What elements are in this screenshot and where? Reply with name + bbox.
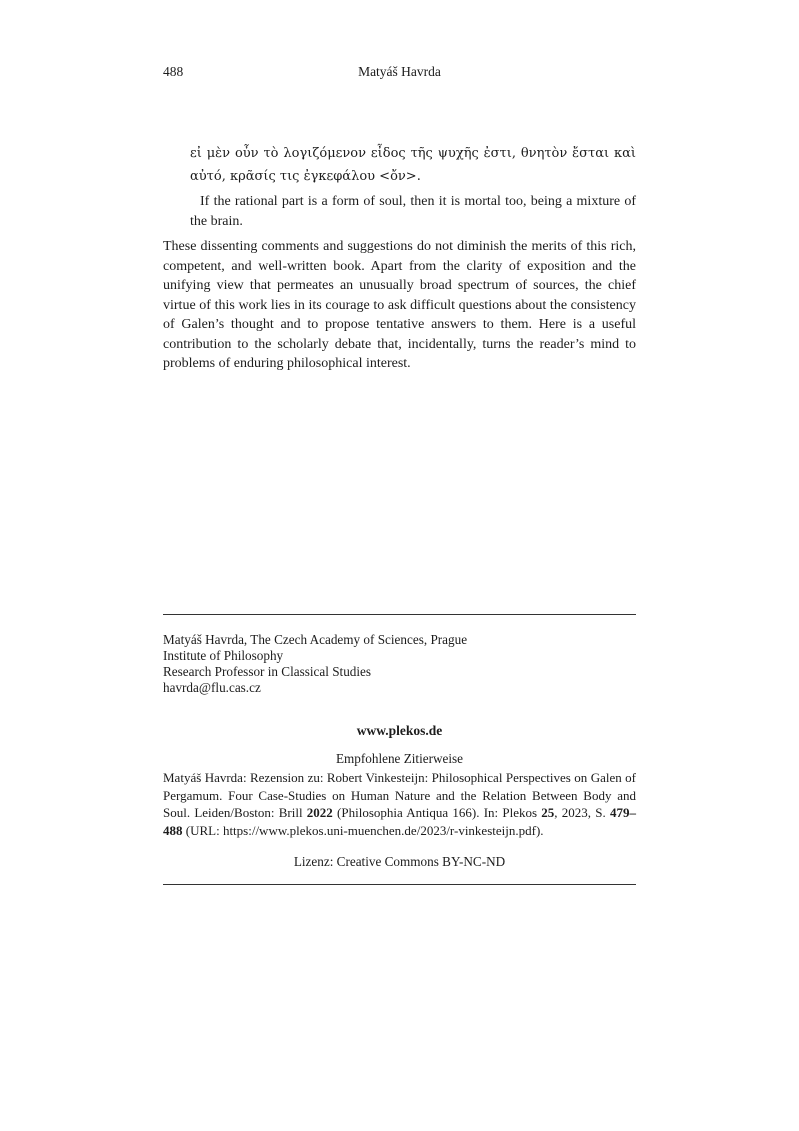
author-position: Research Professor in Classical Studies (163, 663, 372, 679)
license-note: Lizenz: Creative Commons BY-NC-ND (293, 853, 506, 869)
citation-heading: Empfohlene Zitierweise (335, 751, 464, 767)
page-header (163, 64, 636, 81)
citation-pages: 479–488 (163, 805, 636, 838)
author-block (163, 632, 636, 697)
author-institute: Institute of Philosophy (163, 647, 284, 663)
greek-quote: εἰ μὲν οὖν τὸ λογιζόμενον εἶδος τῆς ψυχῆς ἐστι, θνητὸν ἔσται καὶ αὐτό, κρᾶσίς τις ἐγκεφάλου <ὄν>. (190, 146, 636, 184)
quote-translation: If the rational part is a form of soul, then it is mortal too, being a mixture of the brain. (190, 194, 636, 229)
page-number: 488 (163, 64, 184, 79)
running-header-title: Matyáš Havrda (358, 64, 441, 79)
divider-top (163, 614, 636, 615)
author-email: havrda@flu.cas.cz (163, 680, 261, 696)
citation-segment: (URL: https://www.plekos.uni-muenchen.de/2023/r-vinkesteijn.pdf). (182, 822, 544, 838)
citation-pub-year: 2022 (306, 805, 333, 821)
author-name-affiliation: Matyáš Havrda, The Czech Academy of Sciences, Prague (163, 631, 468, 647)
citation-segment: , 2023, S. (554, 805, 610, 821)
divider-bottom (163, 884, 636, 885)
block-quote (190, 142, 636, 231)
journal-website: www.plekos.de (356, 723, 443, 739)
citation-segment: Matyáš Havrda: Rezension zu: Robert Vinkesteijn: Philosophical Perspectives on Galen of Pergamum. Four Case-Studies on Human Nature and the Relation Between Body and Soul. Leiden/Boston: Brill (163, 770, 636, 821)
citation-volume: 25 (541, 805, 555, 821)
citation-text (163, 769, 636, 839)
citation-segment: (Philosophia Antiqua 166). In: Plekos (332, 805, 542, 821)
closing-paragraph: These dissenting comments and suggestions do not diminish the merits of this rich, competent, and well-written book. Apart from the clarity of exposition and the unifying view that permeates an unusually broad spectrum of sources, the chief virtue of this work lies in its courage to ask difficult questions about the consistency of Galen’s thought and to propose tentative answers to them. Here is a useful contribution to the scholarly debate that, incidentally, turns the reader’s mind to problems of enduring philosophical interest. (163, 239, 636, 371)
